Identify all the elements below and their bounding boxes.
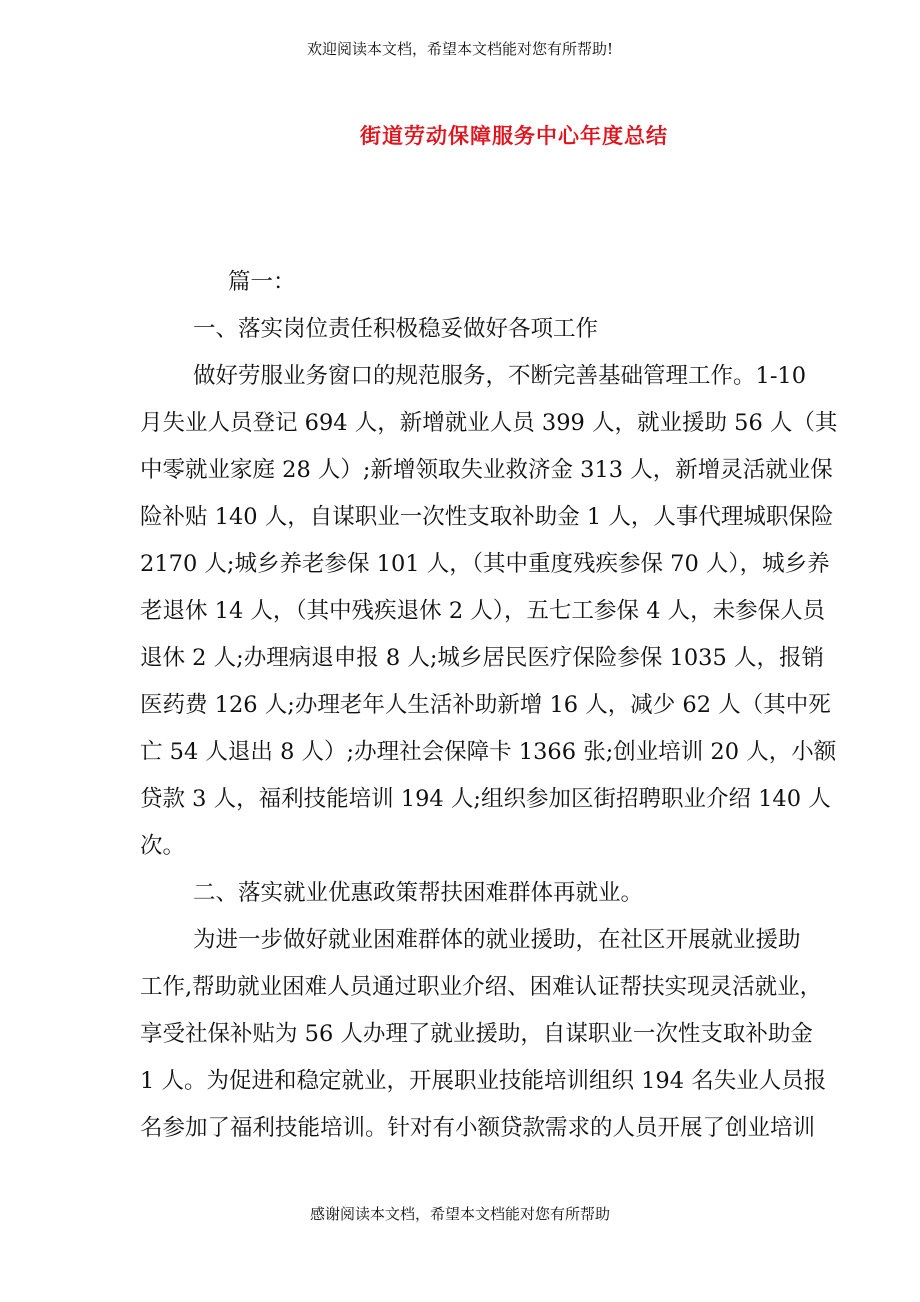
text-line: 月失业人员登记 694 人，新增就业人员 399 人，就业援助 56 人（其	[140, 410, 838, 436]
text-line: 亡 54 人退出 8 人）;办理社会保障卡 1366 张;创业培训 20 人，小额	[140, 739, 837, 765]
text-line: 篇一：	[228, 269, 296, 295]
text-line: 享受社保补贴为 56 人办理了就业援助，自谋职业一次性支取补助金	[140, 1021, 813, 1047]
text-line: 为进一步做好就业困难群体的就业援助，在社区开展就业援助	[193, 927, 801, 953]
text-line: 二、落实就业优惠政策帮扶困难群体再就业。	[193, 880, 644, 906]
text-line: 名参加了福利技能培训。针对有小额贷款需求的人员开展了创业培训	[140, 1115, 816, 1141]
page-header: 欢迎阅读本文档，希望本文档能对您有所帮助!	[306, 40, 614, 58]
document-title: 街道劳动保障服务中心年度总结	[360, 124, 668, 148]
page-footer: 感谢阅读本文档，希望本文档能对您有所帮助	[309, 1205, 610, 1223]
text-line: 1 人。为促进和稳定就业，开展职业技能培训组织 194 名失业人员报	[140, 1068, 827, 1094]
text-line: 2170 人;城乡养老参保 101 人，（其中重度残疾参保 70 人），城乡养	[140, 551, 830, 577]
text-line: 险补贴 140 人，自谋职业一次性支取补助金 1 人，人事代理城职保险	[140, 504, 834, 530]
text-line: 次。	[140, 833, 186, 859]
text-line: 贷款 3 人，福利技能培训 194 人;组织参加区街招聘职业介绍 140 人	[140, 786, 831, 812]
text-line: 工作,帮助就业困难人员通过职业介绍、困难认证帮扶实现灵活就业，	[140, 974, 823, 1000]
text-line: 老退休 14 人，（其中残疾退休 2 人），五七工参保 4 人，未参保人员	[140, 598, 826, 624]
text-line: 中零就业家庭 28 人）;新增领取失业救济金 313 人，新增灵活就业保	[140, 457, 833, 483]
text-line: 一、落实岗位责任积极稳妥做好各项工作	[193, 316, 599, 342]
text-line: 做好劳服业务窗口的规范服务，不断完善基础管理工作。1-10	[193, 363, 807, 389]
text-line: 医药费 126 人;办理老年人生活补助新增 16 人，减少 62 人（其中死	[140, 692, 831, 718]
document-body	[140, 266, 838, 1159]
text-line: 退休 2 人;办理病退申报 8 人;城乡居民医疗保险参保 1035 人，报销	[140, 645, 824, 671]
